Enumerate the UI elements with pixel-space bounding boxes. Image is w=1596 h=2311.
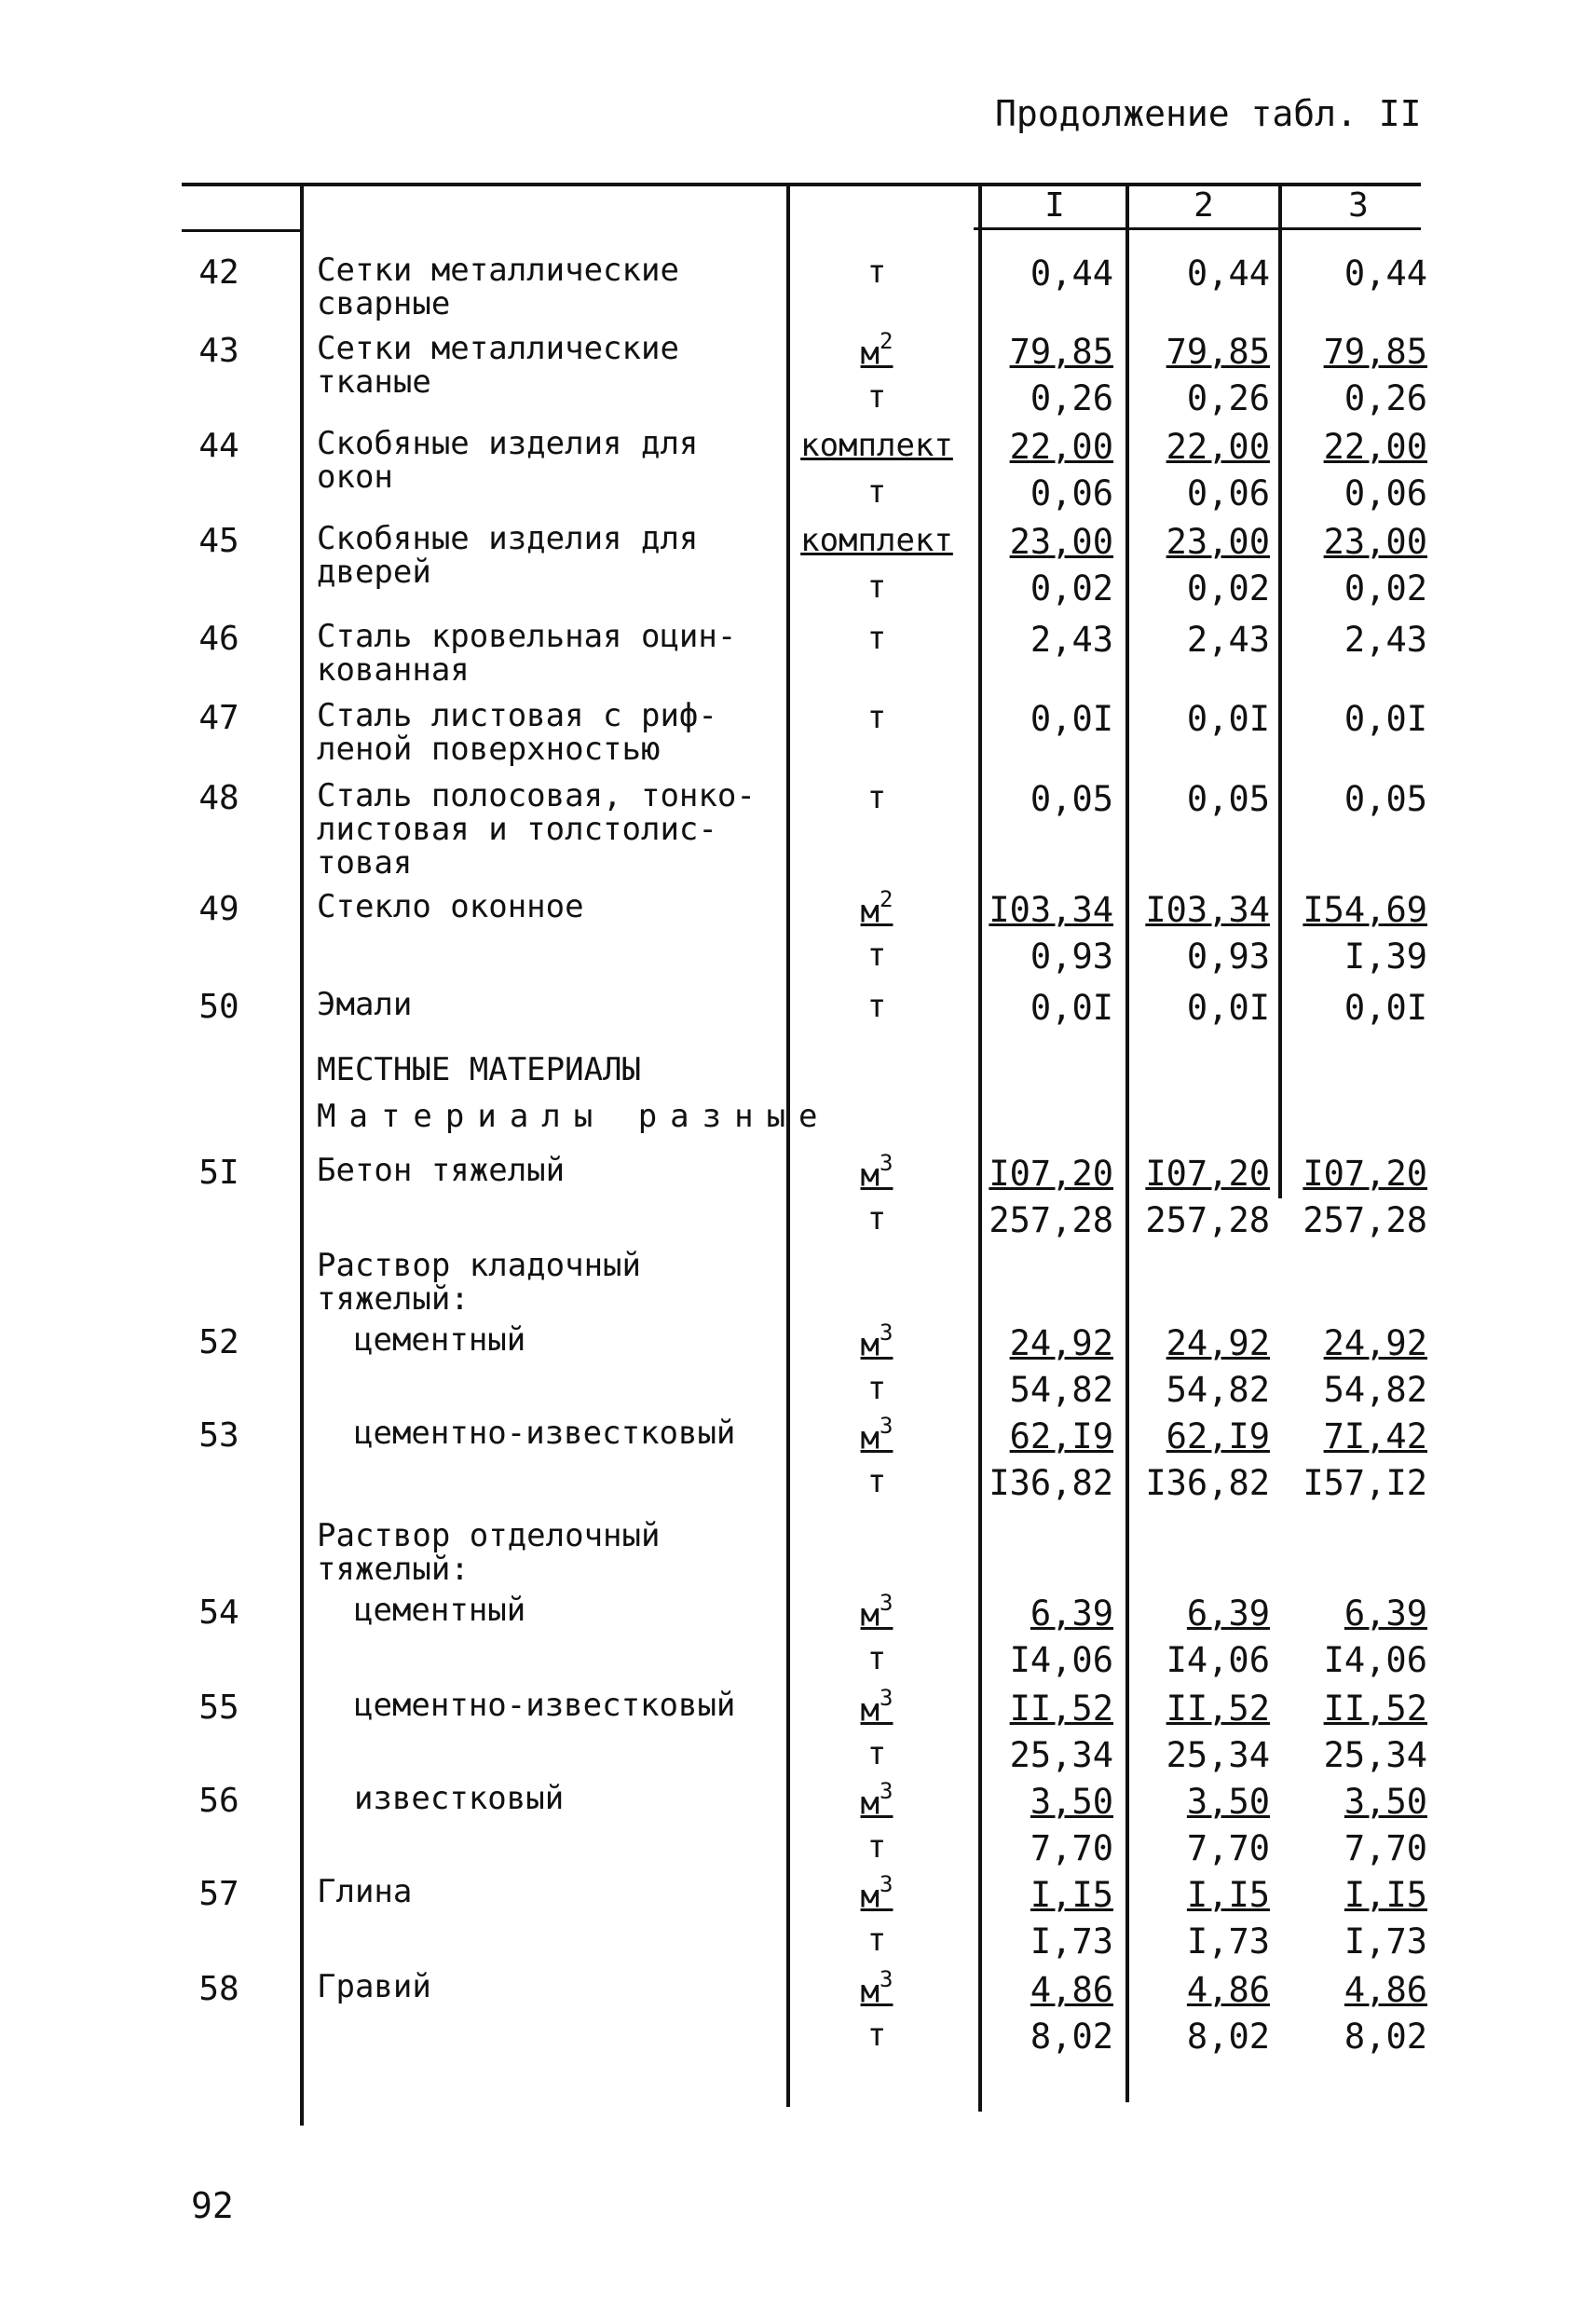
unit-cell: т <box>866 1640 887 1677</box>
value-cell: I07,20 <box>1303 1154 1427 1194</box>
value-cell: 0,26 <box>1344 378 1427 418</box>
item-name: цементный <box>354 1321 526 1359</box>
value-cell: I54,69 <box>1303 890 1427 930</box>
value-cell: 2,43 <box>1030 620 1113 660</box>
value-cell: I,39 <box>1344 937 1427 977</box>
item-name: Бетон тяжелый <box>317 1152 566 1189</box>
row-number: 46 <box>198 620 239 658</box>
value-cell: 4,86 <box>1186 1970 1270 2010</box>
value-cell: 0,06 <box>1186 473 1270 513</box>
value-cell: 8,02 <box>1030 2017 1113 2057</box>
row-number: 49 <box>198 890 239 928</box>
value-cell: 3,50 <box>1186 1782 1270 1822</box>
value-cell: 7,70 <box>1344 1828 1427 1868</box>
value-cell: 54,82 <box>1323 1370 1427 1410</box>
value-cell: I57,I2 <box>1303 1463 1427 1503</box>
value-cell: 24,92 <box>1009 1323 1113 1363</box>
unit-cell: т <box>866 2017 887 2054</box>
unit-cell: комплект <box>800 522 953 559</box>
group-heading: Раствор кладочный тяжелый: <box>317 1247 641 1318</box>
value-cell: I07,20 <box>1145 1154 1270 1194</box>
unit-cell: т <box>866 620 887 657</box>
value-cell: 7,70 <box>1186 1828 1270 1868</box>
value-cell: 0,0I <box>1030 699 1113 739</box>
row-number: 53 <box>198 1416 239 1455</box>
unit-cell: т <box>866 1921 887 1959</box>
value-cell: I36,82 <box>1145 1463 1270 1503</box>
value-cell: 7I,42 <box>1323 1416 1427 1456</box>
item-name: Гравий <box>317 1968 431 2005</box>
table-caption: Продолжение табл. II <box>995 93 1422 134</box>
value-cell: 3,50 <box>1030 1782 1113 1822</box>
value-cell: 79,85 <box>1323 332 1427 372</box>
unit-cell: т <box>866 1200 887 1238</box>
row-number: 48 <box>198 779 239 817</box>
value-cell: 4,86 <box>1344 1970 1427 2010</box>
value-cell: 0,26 <box>1030 378 1113 418</box>
value-cell: 0,02 <box>1186 568 1270 609</box>
value-cell: 0,93 <box>1030 937 1113 977</box>
value-cell: I03,34 <box>989 890 1113 930</box>
value-cell: 4,86 <box>1030 1970 1113 2010</box>
value-cell: 23,00 <box>1009 522 1113 562</box>
value-cell: 257,28 <box>989 1200 1113 1240</box>
value-cell: 0,06 <box>1030 473 1113 513</box>
row-number: 54 <box>198 1593 239 1632</box>
row-number: 42 <box>198 253 239 292</box>
value-cell: II,52 <box>1009 1689 1113 1729</box>
unit-cell: т <box>866 988 887 1025</box>
unit-cell: т <box>866 473 887 511</box>
value-cell: I,I5 <box>1030 1875 1113 1915</box>
item-name: Сетки металлические тканые <box>317 330 679 401</box>
value-cell: 0,0I <box>1186 699 1270 739</box>
value-cell: I,73 <box>1344 1921 1427 1962</box>
item-name: Сталь кровельная оцин- кованная <box>317 618 737 689</box>
value-cell: II,52 <box>1323 1689 1427 1729</box>
row-number: 44 <box>198 427 239 465</box>
section-heading: МЕСТНЫЕ МАТЕРИАЛЫ <box>317 1051 641 1088</box>
value-cell: 54,82 <box>1009 1370 1113 1410</box>
unit-cell: $м^3$ <box>860 1413 893 1457</box>
value-cell: 22,00 <box>1009 427 1113 467</box>
value-cell: I,73 <box>1186 1921 1270 1962</box>
value-cell: 25,34 <box>1323 1735 1427 1775</box>
value-cell: 23,00 <box>1323 522 1427 562</box>
value-cell: 0,0I <box>1344 699 1427 739</box>
unit-cell: т <box>866 568 887 606</box>
value-cell: II,52 <box>1166 1689 1270 1729</box>
value-cell: I4,06 <box>1323 1640 1427 1680</box>
col-divider-c2 <box>1125 183 1129 2102</box>
unit-cell: комплект <box>800 427 953 464</box>
unit-cell: $м^3$ <box>860 1778 893 1823</box>
value-cell: 6,39 <box>1344 1593 1427 1634</box>
value-cell: 79,85 <box>1009 332 1113 372</box>
value-cell: 8,02 <box>1344 2017 1427 2057</box>
col-divider-number <box>300 183 304 2126</box>
value-cell: 0,44 <box>1344 253 1427 294</box>
value-cell: 0,44 <box>1030 253 1113 294</box>
unit-cell: т <box>866 378 887 416</box>
value-cell: I4,06 <box>1009 1640 1113 1680</box>
value-cell: 257,28 <box>1303 1200 1427 1240</box>
header-bottom-rule-left <box>182 229 303 232</box>
column-header-3: 3 <box>1348 186 1369 225</box>
item-name: цементный <box>354 1592 526 1629</box>
item-name: Глина <box>317 1873 413 1910</box>
section-subheading: Материалы разные <box>317 1098 831 1135</box>
row-number: 57 <box>198 1875 239 1913</box>
value-cell: 6,39 <box>1030 1593 1113 1634</box>
unit-cell: $м^3$ <box>860 1871 893 1916</box>
value-cell: 0,02 <box>1344 568 1427 609</box>
value-cell: I07,20 <box>989 1154 1113 1194</box>
item-name: Сталь листовая с риф- леной поверхностью <box>317 697 717 768</box>
item-name: цементно-известковый <box>354 1687 736 1724</box>
unit-cell: т <box>866 1370 887 1407</box>
row-number: 58 <box>198 1970 239 2008</box>
value-cell: 0,02 <box>1030 568 1113 609</box>
value-cell: I36,82 <box>989 1463 1113 1503</box>
value-cell: 3,50 <box>1344 1782 1427 1822</box>
item-name: Скобяные изделия для дверей <box>317 520 699 591</box>
unit-cell: $м^3$ <box>860 1320 893 1364</box>
group-heading: Раствор отделочный тяжелый: <box>317 1517 661 1588</box>
item-name: известковый <box>354 1780 565 1817</box>
value-cell: 62,I9 <box>1009 1416 1113 1456</box>
unit-cell: т <box>866 779 887 816</box>
unit-cell: т <box>866 699 887 736</box>
unit-cell: т <box>866 937 887 974</box>
unit-cell: т <box>866 1735 887 1772</box>
value-cell: 0,05 <box>1344 779 1427 819</box>
item-name: Эмали <box>317 986 413 1023</box>
value-cell: 25,34 <box>1166 1735 1270 1775</box>
page-number: 92 <box>191 2185 234 2226</box>
value-cell: 0,93 <box>1186 937 1270 977</box>
value-cell: 2,43 <box>1186 620 1270 660</box>
header-bottom-rule-right <box>974 227 1421 230</box>
value-cell: I,I5 <box>1186 1875 1270 1915</box>
row-number: 43 <box>198 332 239 370</box>
value-cell: 257,28 <box>1145 1200 1270 1240</box>
unit-cell: т <box>866 1463 887 1500</box>
col-divider-c3 <box>1278 183 1282 1198</box>
value-cell: 6,39 <box>1186 1593 1270 1634</box>
unit-cell: $м^3$ <box>860 1685 893 1730</box>
value-cell: 54,82 <box>1166 1370 1270 1410</box>
item-name: Скобяные изделия для окон <box>317 425 699 496</box>
value-cell: 79,85 <box>1166 332 1270 372</box>
value-cell: 22,00 <box>1166 427 1270 467</box>
row-number: 47 <box>198 699 239 737</box>
value-cell: 22,00 <box>1323 427 1427 467</box>
unit-cell: $м^3$ <box>860 1590 893 1634</box>
value-cell: I,73 <box>1030 1921 1113 1962</box>
unit-cell: т <box>866 1828 887 1866</box>
value-cell: 62,I9 <box>1166 1416 1270 1456</box>
value-cell: I,I5 <box>1344 1875 1427 1915</box>
value-cell: 0,44 <box>1186 253 1270 294</box>
value-cell: 0,0I <box>1030 988 1113 1028</box>
value-cell: 0,05 <box>1030 779 1113 819</box>
value-cell: 0,26 <box>1186 378 1270 418</box>
value-cell: 8,02 <box>1186 2017 1270 2057</box>
row-number: 56 <box>198 1782 239 1820</box>
unit-cell: $м^3$ <box>860 1150 893 1195</box>
unit-cell: $м^2$ <box>860 328 893 373</box>
value-cell: 2,43 <box>1344 620 1427 660</box>
row-number: 45 <box>198 522 239 560</box>
item-name: Сталь полосовая, тонко- листовая и толстолис- товая <box>317 777 756 882</box>
value-cell: 25,34 <box>1009 1735 1113 1775</box>
value-cell: 0,05 <box>1186 779 1270 819</box>
value-cell: 0,0I <box>1186 988 1270 1028</box>
item-name: Сетки металлические сварные <box>317 252 679 322</box>
value-cell: 24,92 <box>1323 1323 1427 1363</box>
value-cell: 23,00 <box>1166 522 1270 562</box>
row-number: 52 <box>198 1323 239 1361</box>
row-number: 55 <box>198 1689 239 1727</box>
row-number: 50 <box>198 988 239 1026</box>
unit-cell: $м^2$ <box>860 886 893 931</box>
unit-cell: $м^3$ <box>860 1966 893 2011</box>
value-cell: 24,92 <box>1166 1323 1270 1363</box>
value-cell: 7,70 <box>1030 1828 1113 1868</box>
row-number: 5I <box>198 1154 239 1192</box>
value-cell: I03,34 <box>1145 890 1270 930</box>
value-cell: I4,06 <box>1166 1640 1270 1680</box>
unit-cell: т <box>866 253 887 291</box>
column-header-2: 2 <box>1194 186 1214 225</box>
item-name: Стекло оконное <box>317 888 584 925</box>
column-header-1: I <box>1044 186 1065 225</box>
col-divider-c1 <box>978 183 982 2112</box>
item-name: цементно-известковый <box>354 1415 736 1452</box>
value-cell: 0,06 <box>1344 473 1427 513</box>
value-cell: 0,0I <box>1344 988 1427 1028</box>
